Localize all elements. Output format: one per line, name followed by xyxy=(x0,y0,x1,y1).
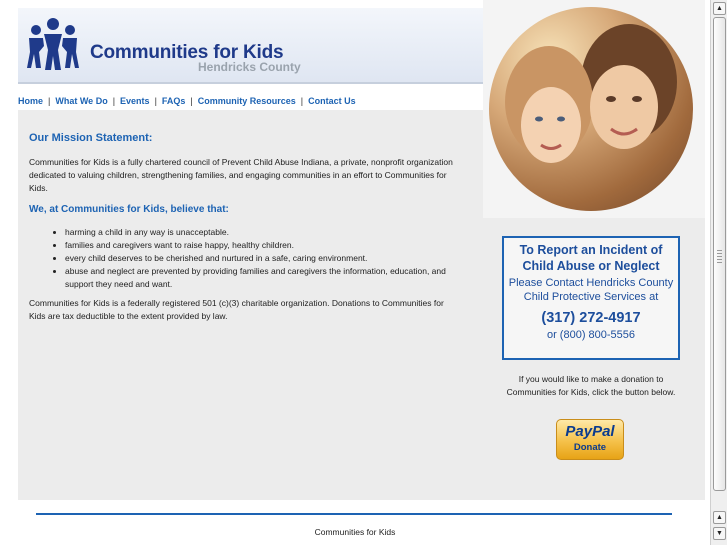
report-alt-phone: or (800) 800-5556 xyxy=(546,329,636,341)
belief-heading: We, at Communities for Kids, believe that: xyxy=(29,204,229,215)
nav-community-resources[interactable]: Community Resources xyxy=(197,96,296,106)
mission-text: Communities for Kids is a fully chartered council of Prevent Child Abuse Indiana, a private, nonprofit organization dedicated to valuing children, strengthening families, and engaging communities in an effort to Communities for Kids. xyxy=(29,157,453,193)
site-header xyxy=(18,8,538,84)
nav-home[interactable]: Home xyxy=(18,96,44,106)
site-logo-subtitle: Hendricks County xyxy=(198,60,301,74)
nav-separator: | xyxy=(48,96,51,106)
list-item: • abuse and neglect are prevented by providing families and caregivers the information, education, and support they need and want. xyxy=(65,265,455,291)
donate-label: Donate xyxy=(573,442,607,453)
scrollbar-thumb[interactable] xyxy=(713,17,726,491)
vertical-scrollbar[interactable] xyxy=(710,0,727,545)
nav-separator: | xyxy=(154,96,157,106)
footer-text: Communities for Kids xyxy=(314,527,396,537)
nav-separator: | xyxy=(190,96,193,106)
report-contact-text: Please Contact Hendricks County Child Protective Services at xyxy=(508,277,674,303)
report-abuse-box xyxy=(502,236,680,360)
scroll-up-icon[interactable]: ▲ xyxy=(713,2,726,15)
report-phone: (317) 272-4917 xyxy=(541,310,641,326)
paypal-logo: PayPal xyxy=(565,423,615,440)
report-title: To Report an Incident of Child Abuse or Neglect xyxy=(519,243,663,273)
paypal-donate-button[interactable] xyxy=(556,419,624,460)
list-item: • families and caregivers want to raise happy, healthy children. xyxy=(65,239,455,252)
nav-contact-us[interactable]: Contact Us xyxy=(308,96,356,106)
three-children-icon xyxy=(27,16,79,72)
grip-icon xyxy=(717,250,722,264)
nav-faqs[interactable]: FAQs xyxy=(161,96,186,106)
mission-heading: Our Mission Statement: xyxy=(29,132,153,144)
scroll-up-icon[interactable]: ▲ xyxy=(713,511,726,524)
nav-what-we-do[interactable]: What We Do xyxy=(55,96,108,106)
belief-list xyxy=(65,226,455,291)
main-content xyxy=(18,110,483,500)
list-item: • every child deserves to be cherished and nurtured in a safe, caring environment. xyxy=(65,252,455,265)
nav-events[interactable]: Events xyxy=(120,96,150,106)
list-item: • harming a child in any way is unacceptable. xyxy=(65,226,455,239)
main-navigation xyxy=(18,96,356,106)
nav-separator: | xyxy=(112,96,116,106)
mother-daughter-photo xyxy=(489,7,693,211)
nav-separator: | xyxy=(300,96,304,106)
tax-deductible-text: Communities for Kids is a federally registered 501 (c)(3) charitable organization. Donations to Communities for Kids are tax deductible to the extent provided by law. xyxy=(29,298,444,321)
site-logo-title: Communities for Kids xyxy=(90,42,284,63)
footer-divider xyxy=(36,513,672,515)
donate-text: If you would like to make a donation to Communities for Kids, click the button below. xyxy=(506,374,676,397)
scroll-down-icon[interactable]: ▼ xyxy=(713,527,726,540)
